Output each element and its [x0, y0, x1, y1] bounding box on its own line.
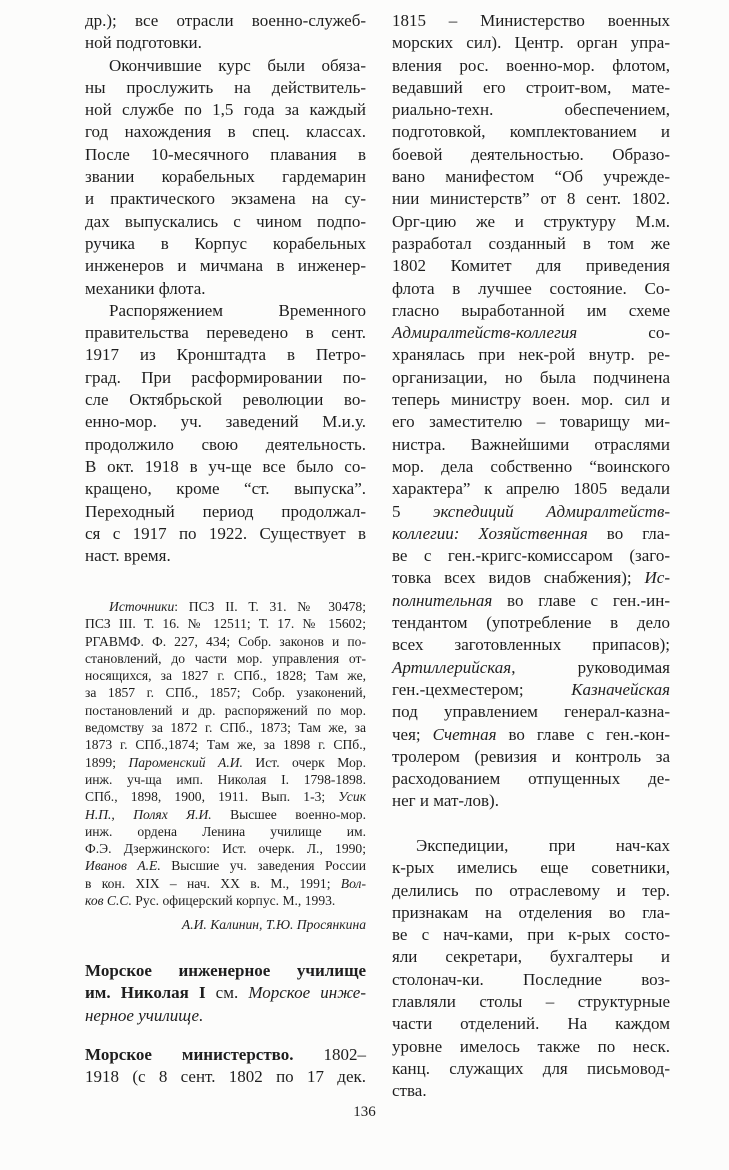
text-line: [85, 892, 366, 909]
text-segment: 1873 г. СПб.,1874; Там же, за 1898 г. СПб.,: [85, 737, 366, 753]
text-segment: Распоряжением Временного: [109, 300, 366, 320]
text-line: [392, 1080, 670, 1102]
text-line: [85, 389, 366, 411]
text-line: [85, 77, 366, 99]
text-line: [392, 478, 670, 500]
text-line: [85, 55, 366, 77]
text-segment: боевой деятельностью. Образо-: [392, 144, 670, 164]
text-segment: нег и мат-лов).: [392, 791, 499, 811]
text-segment: всех заготовленных припасов);: [392, 635, 670, 655]
text-line: [85, 1044, 366, 1066]
text-line: [392, 946, 670, 968]
text-segment: инж. уч-ща имп. Николая I. 1798-1898.: [85, 771, 366, 787]
text-line: [392, 746, 670, 768]
text-line: [392, 300, 670, 322]
text-line: [392, 634, 670, 656]
text-segment: во главе с ген.-кон-: [496, 724, 671, 744]
text-line: [392, 278, 670, 300]
text-segment: ген.-цехместером;: [392, 679, 572, 699]
text-line: [85, 754, 366, 771]
text-segment: СПб., 1898, 1900, 1911. Вып. 1-3;: [85, 789, 339, 805]
right-column-body-text: [392, 10, 670, 813]
text-line: [392, 501, 670, 523]
text-segment: ства.: [392, 1081, 427, 1101]
text-line: [85, 982, 366, 1004]
text-line: [85, 144, 366, 166]
italic-text: Ис-: [644, 568, 670, 588]
text-segment: др.); все отрасли военно-служеб-: [85, 11, 366, 30]
text-segment: тролером (ревизия и контроль за: [392, 746, 670, 766]
text-segment: вано манифестом “Об учрежде-: [392, 167, 670, 187]
text-line: [85, 523, 366, 545]
text-segment: ве с ген.-кригс-комиссаром (заго-: [392, 546, 670, 566]
text-line: [85, 501, 366, 523]
text-segment: ручика в Корпус корабельных: [85, 233, 366, 253]
italic-text: Счетная: [432, 724, 497, 744]
text-segment: чея;: [392, 724, 433, 744]
italic-text: ков С.С.: [85, 893, 132, 909]
text-segment: сле Октябрьской революции во-: [85, 390, 366, 410]
text-line: [392, 121, 670, 143]
italic-text: Артиллерийская: [392, 657, 512, 677]
text-line: [85, 434, 366, 456]
text-line: [85, 615, 366, 632]
text-line: [392, 434, 670, 456]
text-segment: во главе с ген.-ин-: [492, 590, 670, 610]
text-segment: механики флота.: [85, 278, 206, 298]
text-line: [85, 650, 366, 667]
text-segment: к-рых имелись еще советники,: [392, 858, 670, 878]
text-segment: звании корабельных гардемарин: [85, 167, 366, 187]
text-line: [85, 367, 366, 389]
text-segment: кращено, кроме “ст. выпуска”.: [85, 479, 366, 499]
text-segment: град. При расформировании по-: [85, 367, 366, 387]
text-line: [392, 902, 670, 924]
text-segment: ной подготовки.: [85, 33, 202, 53]
text-line: [85, 702, 366, 719]
italic-text: Вол-: [340, 875, 366, 891]
text-line: [392, 77, 670, 99]
text-segment: инженеров и мичмана в инженер-: [85, 256, 366, 276]
italic-text: Пароменский А.И.: [128, 754, 243, 770]
text-line: [85, 1066, 366, 1088]
signature-text: А.И. Калинин, Т.Ю. Просянкина: [181, 917, 366, 932]
italic-text: Н.П., Полях Я.И.: [85, 806, 212, 822]
italic-text: экспедиций Адмиралтейств-: [433, 501, 670, 521]
text-segment: Окончившие курс были обяза-: [109, 55, 366, 75]
text-segment: ны прослужить на действитель-: [85, 77, 366, 97]
text-segment: мор. дела собственно “воинского: [392, 456, 670, 476]
text-segment: во гла-: [587, 523, 670, 543]
text-line: [85, 598, 366, 615]
sources-bibliography: [85, 598, 366, 909]
text-line: [392, 523, 670, 545]
text-line: [85, 788, 366, 805]
text-segment: канц. служащих для письмовод-: [392, 1058, 670, 1078]
text-segment: расходованием отпущенных де-: [392, 769, 670, 789]
text-segment: 1917 из Кронштадта в Петро-: [85, 345, 366, 365]
italic-text: нерное училище.: [85, 1005, 204, 1025]
text-line: [392, 211, 670, 233]
text-segment: 1815 – Министерство военных: [392, 11, 670, 30]
text-line: [85, 1005, 366, 1027]
text-segment: РГАВМФ. Ф. 227, 434; Собр. законов и по-: [85, 633, 366, 649]
text-line: [85, 857, 366, 874]
text-line: [85, 255, 366, 277]
text-segment: 1899;: [85, 754, 129, 770]
text-segment: ПСЗ III. Т. 16. № 12511; Т. 17. № 15602;: [85, 616, 366, 632]
text-line: [392, 10, 670, 32]
text-line: [85, 411, 366, 433]
text-segment: ведавший его строит-вом, мате-: [392, 77, 670, 97]
text-segment: со-: [577, 323, 670, 343]
text-line: [392, 924, 670, 946]
text-segment: части отделений. На каждом: [392, 1014, 670, 1034]
text-line: [392, 612, 670, 634]
text-segment: постановлений и др. распоряжений по мор.: [85, 702, 366, 718]
text-segment: ся с 1917 по 1922. Существует в: [85, 523, 366, 543]
text-segment: ве с нач-ками, при к-рых состо-: [392, 925, 670, 945]
right-column-expeditions-paragraph: [392, 835, 670, 1103]
entry-morskoe-inzhenernoe-uchilishche: [85, 960, 366, 1027]
text-line: [392, 790, 670, 812]
text-segment: год нахождения в спец. классах.: [85, 122, 366, 142]
text-line: [85, 10, 366, 32]
text-segment: инж. ордена Ленина училище им.: [85, 823, 366, 839]
text-segment: делились по отраслевому и тер.: [392, 880, 670, 900]
text-segment: Высшие уч. заведения России: [160, 858, 366, 874]
text-segment: 1802 Комитет для приведения: [392, 256, 670, 276]
text-segment: Орг-цию же и структуру М.м.: [392, 211, 670, 231]
text-segment: Переходный период продолжал-: [85, 501, 366, 521]
text-segment: , руководимая: [511, 657, 670, 677]
text-line: [85, 545, 366, 567]
authors-signature: [85, 916, 366, 933]
text-segment: признакам на отделения во гла-: [392, 902, 670, 922]
italic-text: полнительная: [392, 590, 493, 610]
text-segment: яли секретари, бухгалтеры и: [392, 947, 670, 967]
text-segment: гласно выработанной им схеме: [392, 300, 670, 320]
text-line: [392, 991, 670, 1013]
text-line: [392, 411, 670, 433]
text-segment: После 10-месячного плавания в: [85, 144, 366, 164]
text-line: [392, 389, 670, 411]
text-line: [392, 367, 670, 389]
page-number: 136: [353, 1104, 376, 1120]
text-segment: становлений, до части мор. управления от-: [85, 650, 366, 666]
bold-text: Морское министерство.: [85, 1045, 294, 1064]
text-segment: Высшее военно-мор.: [211, 806, 366, 822]
text-segment: флота в лучшее состояние. Со-: [392, 278, 670, 298]
text-line: [85, 121, 366, 143]
text-line: [392, 880, 670, 902]
entry-morskoe-ministerstvo: [85, 1044, 366, 1089]
text-line: [392, 657, 670, 679]
text-line: [392, 255, 670, 277]
text-segment: за 1857 г. СПб., 1857; Собр. узаконений,: [85, 685, 366, 701]
text-segment: главляли столы – структурные: [392, 992, 670, 1012]
text-line: [392, 1013, 670, 1035]
italic-text: Адмиралтейств-коллегия: [392, 323, 578, 343]
italic-text: Иванов А.Е.: [85, 858, 161, 874]
text-segment: нистра. Важнейшими отраслями: [392, 434, 670, 454]
text-segment: характера” к апрелю 1805 ведали: [392, 479, 670, 499]
italic-text: Казначейская: [571, 679, 670, 699]
text-line: [85, 478, 366, 500]
text-line: [85, 719, 366, 736]
italic-text: коллегии: Хозяйственная: [392, 523, 588, 543]
text-segment: Экспедиции, при нач-ках: [416, 836, 670, 855]
text-line: [85, 840, 366, 857]
text-line: [85, 684, 366, 701]
text-segment: морских сил). Центр. орган упра-: [392, 33, 670, 53]
text-segment: его заместителю – товарищу ми-: [392, 412, 670, 432]
text-segment: 1802–: [293, 1045, 367, 1064]
text-line: [85, 278, 366, 300]
text-segment: продолжило свою деятельность.: [85, 434, 366, 454]
text-segment: нии министерств” от 8 сент. 1802.: [392, 189, 670, 209]
text-line: [85, 960, 366, 982]
text-line: [85, 875, 366, 892]
text-segment: вления рос. военно-мор. флотом,: [392, 55, 670, 75]
text-line: [392, 344, 670, 366]
text-line: [85, 736, 366, 753]
text-segment: подготовкой, комплектованием и: [392, 122, 670, 142]
text-line: [85, 667, 366, 684]
text-segment: 5: [392, 501, 433, 521]
text-segment: Ист. очерк Мор.: [242, 754, 366, 770]
text-segment: хранялась при нек-рой внутр. ре-: [392, 345, 670, 365]
text-line: [392, 679, 670, 701]
text-segment: В окт. 1918 в уч-ще все было со-: [85, 456, 366, 476]
text-line: [85, 806, 366, 823]
text-line: [392, 233, 670, 255]
text-line: [85, 166, 366, 188]
text-line: [392, 567, 670, 589]
text-segment: см.: [205, 983, 249, 1003]
text-segment: организации, но была подчинена: [392, 367, 670, 387]
text-line: [392, 969, 670, 991]
text-line: [85, 633, 366, 650]
text-line: [85, 823, 366, 840]
text-segment: столонач-ки. Последние воз-: [392, 969, 670, 989]
text-line: [392, 545, 670, 567]
text-line: [392, 1058, 670, 1080]
text-line: [85, 300, 366, 322]
text-segment: уровне имелось также по неск.: [392, 1036, 670, 1056]
text-line: [392, 144, 670, 166]
text-line: [85, 32, 366, 54]
text-line: [392, 768, 670, 790]
text-segment: носящихся, за 1827 г. СПб., 1828; Там же,: [85, 668, 366, 684]
text-segment: 1918 (с 8 сент. 1802 по 17 дек.: [85, 1067, 366, 1087]
italic-text: Морское инже-: [248, 983, 366, 1003]
text-line: [392, 188, 670, 210]
left-column-body-text: [85, 10, 366, 567]
text-line: [392, 724, 670, 746]
text-line: [392, 322, 670, 344]
text-line: [85, 99, 366, 121]
text-line: [392, 32, 670, 54]
text-line: [392, 701, 670, 723]
text-line: [85, 344, 366, 366]
text-line: [392, 55, 670, 77]
text-line: [85, 322, 366, 344]
text-segment: товка всех видов снабжения);: [392, 568, 645, 588]
text-segment: тендантом (употребление в дело: [392, 613, 670, 633]
text-segment: правительства переведено в сент.: [85, 323, 366, 343]
text-line: [85, 456, 366, 478]
text-segment: наст. время.: [85, 546, 171, 566]
text-segment: ведомству за 1872 г. СПб., 1873; Там же, за: [85, 720, 366, 736]
italic-text: Источники: [109, 599, 175, 614]
text-segment: Ф.Э. Дзержинского: Ист. очерк. Л., 1990;: [85, 841, 366, 857]
text-line: [392, 166, 670, 188]
text-segment: ной службе по 1,5 года за каждый: [85, 100, 366, 120]
text-line: [85, 771, 366, 788]
italic-text: Усик: [338, 789, 366, 805]
text-segment: Рус. офицерский корпус. М., 1993.: [131, 893, 336, 909]
text-segment: риально-техн. обеспечением,: [392, 100, 670, 120]
text-line: [392, 1036, 670, 1058]
text-segment: енно-мор. уч. заведений М.и.у.: [85, 412, 366, 432]
bold-text: Морское инженерное училище: [85, 961, 366, 980]
text-segment: разработал созданный в том же: [392, 233, 670, 253]
text-segment: и практического экзамена на су-: [85, 189, 366, 209]
text-line: [392, 456, 670, 478]
text-line: [85, 188, 366, 210]
text-segment: теперь министру воен. мор. сил и: [392, 390, 670, 410]
text-segment: под управлением генерал-казна-: [392, 702, 670, 722]
bold-text: им. Николая I: [85, 983, 206, 1003]
text-line: [392, 835, 670, 857]
text-line: [392, 857, 670, 879]
text-line: [392, 590, 670, 612]
text-line: [392, 99, 670, 121]
text-line: [85, 211, 366, 233]
text-line: [85, 233, 366, 255]
text-segment: в кон. XIX – нач. XX в. М., 1991;: [85, 875, 341, 891]
text-segment: дах выпускались с чином подпо-: [85, 211, 366, 231]
text-segment: : ПСЗ II. Т. 31. № 30478;: [174, 599, 366, 614]
